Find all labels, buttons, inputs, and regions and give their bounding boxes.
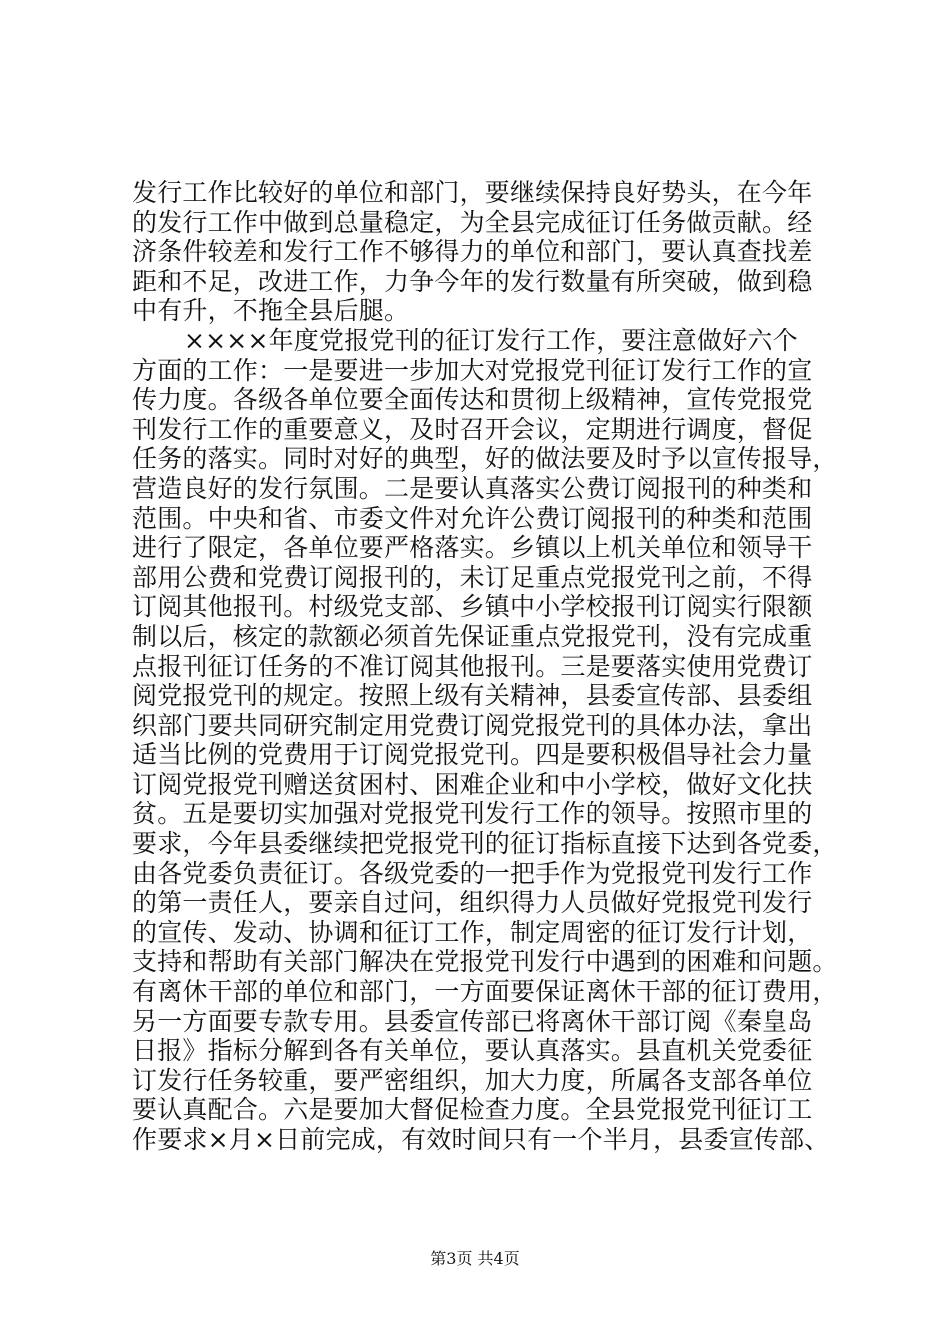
text-line: 订阅其他报刊。村级党支部、乡镇中小学校报刊订阅实行限额: [132, 592, 813, 622]
text-line: 的第一责任人，要亲自过问，组织得力人员做好党报党刊发行: [132, 888, 813, 918]
body-text: [132, 178, 840, 1155]
text-line: 距和不足，改进工作，力争今年的发行数量有所突破，做到稳: [132, 266, 813, 296]
text-line: 有离休干部的单位和部门，一方面要保证离休干部的征订费用，: [132, 977, 838, 1007]
text-line: 贫。五是要切实加强对党报党刊发行工作的领导。按照市里的: [132, 799, 813, 829]
text-line: 作要求×月×日前完成，有效时间只有一个半月，县委宣传部、: [132, 1125, 830, 1154]
paragraph-start-line: ××××年度党报党刊的征订发行工作，要注意做好六个: [184, 325, 798, 355]
text-line: 要求，今年县委继续把党报党刊的征订指标直接下达到各党委，: [132, 829, 838, 859]
text-line: 刊发行工作的重要意义，及时召开会议，定期进行调度，督促: [132, 414, 813, 444]
text-line: 点报刊征订任务的不准订阅其他报刊。三是要落实使用党费订: [132, 651, 813, 681]
text-line: 进行了限定，各单位要严格落实。乡镇以上机关单位和领导干: [132, 533, 813, 563]
text-line: 另一方面要专款专用。县委宣传部已将离休干部订阅《秦皇岛: [132, 1006, 813, 1036]
text-line: 阅党报党刊的规定。按照上级有关精神，县委宣传部、县委组: [132, 681, 813, 711]
text-line: 营造良好的发行氛围。二是要认真落实公费订阅报刊的种类和: [132, 473, 813, 503]
text-line: 济条件较差和发行工作不够得力的单位和部门，要认真查找差: [132, 237, 813, 267]
text-line: 织部门要共同研究制定用党费订阅党报党刊的具体办法，拿出: [132, 710, 813, 740]
text-line: 发行工作比较好的单位和部门，要继续保持良好势头，在今年: [132, 178, 813, 207]
text-line: 由各党委负责征订。各级党委的一把手作为党报党刊发行工作: [132, 858, 813, 888]
text-line: 传力度。各级各单位要全面传达和贯彻上级精神，宣传党报党: [132, 385, 813, 415]
text-line: 范围。中央和省、市委文件对允许公费订阅报刊的种类和范围: [132, 503, 813, 533]
text-line: 任务的落实。同时对好的典型，好的做法要及时予以宣传报导，: [132, 444, 838, 474]
page-number-footer: 第3页 共4页: [430, 1249, 520, 1268]
text-line: 订阅党报党刊赠送贫困村、困难企业和中小学校，做好文化扶: [132, 769, 813, 799]
text-line: 方面的工作：一是要进一步加大对党报党刊征订发行工作的宣: [132, 355, 813, 385]
text-line: 中有升，不拖全县后腿。: [132, 296, 410, 326]
text-line: 要认真配合。六是要加大督促检查力度。全县党报党刊征订工: [132, 1095, 813, 1125]
text-line: 的宣传、发动、协调和征订工作，制定周密的征订发行计划，: [132, 917, 813, 947]
text-line: 的发行工作中做到总量稳定，为全县完成征订任务做贡献。经: [132, 207, 813, 237]
text-line: 适当比例的党费用于订阅党报党刊。四是要积极倡导社会力量: [132, 740, 813, 770]
text-line: 部用公费和党费订阅报刊的，未订足重点党报党刊之前，不得: [132, 562, 813, 592]
text-line: 制以后，核定的款额必须首先保证重点党报党刊，没有完成重: [132, 621, 813, 651]
text-line: 日报》指标分解到各有关单位，要认真落实。县直机关党委征: [132, 1036, 813, 1066]
text-line: 支持和帮助有关部门解决在党报党刊发行中遇到的困难和问题。: [132, 947, 838, 977]
text-line: 订发行任务较重，要严密组织，加大力度，所属各支部各单位: [132, 1065, 813, 1095]
